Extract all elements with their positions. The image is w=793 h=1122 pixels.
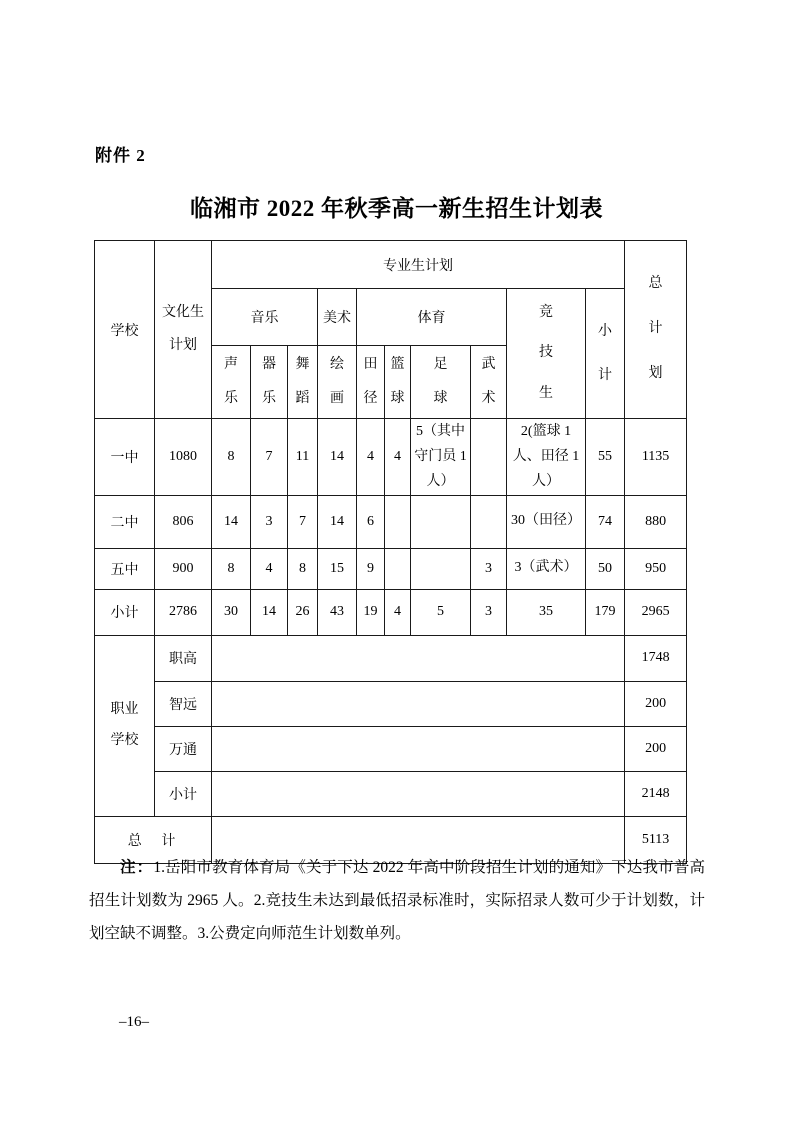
note-text: 1.岳阳市教育体育局《关于下达 2022 年高中阶段招生计划的通知》下达我市普高招生计划数为 2965 人。2.竞技生未达到最低招录标准时，实际招录人数可少于计划数，计划空缺不调整。3.公费定向师范生计划数单列。 bbox=[89, 859, 705, 942]
note-label: 注： bbox=[120, 859, 154, 876]
header-vocal bbox=[212, 346, 251, 419]
table-cell: 1748 bbox=[625, 635, 687, 681]
table-row-zhiyuan bbox=[95, 681, 687, 726]
table-row-subtotal bbox=[95, 589, 687, 635]
empty-cell bbox=[212, 771, 625, 816]
table-cell: 3 bbox=[471, 548, 507, 589]
header-instrumental-label: 器乐 bbox=[261, 356, 276, 406]
table-cell: 19 bbox=[357, 589, 385, 635]
table-row-wuzhong bbox=[95, 548, 687, 589]
table-cell: 7 bbox=[251, 419, 288, 496]
header-art: 美术 bbox=[318, 289, 357, 346]
enrollment-plan-table bbox=[94, 240, 687, 864]
table-cell: 950 bbox=[625, 548, 687, 589]
table-cell: 2965 bbox=[625, 589, 687, 635]
header-athletics bbox=[507, 289, 586, 419]
table-row-vocational-subtotal bbox=[95, 771, 687, 816]
table-cell: 1135 bbox=[625, 419, 687, 496]
header-instrumental bbox=[251, 346, 288, 419]
table-cell bbox=[471, 495, 507, 548]
school-name-cell: 智远 bbox=[155, 681, 212, 726]
header-cultural-line1: 文化生 bbox=[162, 305, 204, 321]
table-cell: 35 bbox=[507, 589, 586, 635]
school-name-cell: 小计 bbox=[95, 589, 155, 635]
table-cell: 2148 bbox=[625, 771, 687, 816]
table-cell: 1080 bbox=[155, 419, 212, 496]
header-row-1 bbox=[95, 241, 687, 289]
header-basketball bbox=[385, 346, 411, 419]
table-cell bbox=[411, 495, 471, 548]
header-subtotal-label: 小计 bbox=[598, 324, 613, 383]
header-painting bbox=[318, 346, 357, 419]
grand-total-value-cell: 5113 bbox=[625, 816, 687, 863]
table-cell: 55 bbox=[586, 419, 625, 496]
page-title: 临湘市 2022 年秋季高一新生招生计划表 bbox=[190, 196, 603, 221]
table-row-yizhong bbox=[95, 419, 687, 496]
table-cell: 179 bbox=[586, 589, 625, 635]
table-cell: 4 bbox=[385, 419, 411, 496]
header-athletics-label: 竞技生 bbox=[538, 304, 553, 401]
table-cell: 11 bbox=[288, 419, 318, 496]
header-basketball-label: 篮球 bbox=[390, 356, 405, 406]
table-cell: 14 bbox=[251, 589, 288, 635]
table-cell: 14 bbox=[318, 495, 357, 548]
table-cell: 5（其中守门员 1 人） bbox=[411, 419, 471, 496]
page-number: –16– bbox=[119, 1014, 149, 1030]
table-cell: 9 bbox=[357, 548, 385, 589]
school-name-cell: 五中 bbox=[95, 548, 155, 589]
attachment-label: 附件 2 bbox=[95, 146, 146, 165]
header-dance bbox=[288, 346, 318, 419]
vocational-school-group-cell bbox=[95, 635, 155, 816]
table-cell: 8 bbox=[212, 419, 251, 496]
table-cell: 5 bbox=[411, 589, 471, 635]
table-cell: 14 bbox=[212, 495, 251, 548]
table-cell: 7 bbox=[288, 495, 318, 548]
header-pe: 体育 bbox=[357, 289, 507, 346]
table-cell bbox=[385, 548, 411, 589]
table-cell: 6 bbox=[357, 495, 385, 548]
school-name-cell: 一中 bbox=[95, 419, 155, 496]
table-cell: 806 bbox=[155, 495, 212, 548]
table-cell: 43 bbox=[318, 589, 357, 635]
header-painting-label: 绘画 bbox=[329, 356, 344, 406]
table-cell: 200 bbox=[625, 681, 687, 726]
school-name-cell: 职高 bbox=[155, 635, 212, 681]
table-row-wantong bbox=[95, 726, 687, 771]
table-cell bbox=[385, 495, 411, 548]
header-wushu bbox=[471, 346, 507, 419]
school-name-cell: 万通 bbox=[155, 726, 212, 771]
table-cell: 15 bbox=[318, 548, 357, 589]
empty-cell bbox=[212, 681, 625, 726]
header-total-plan bbox=[625, 241, 687, 419]
empty-cell bbox=[212, 726, 625, 771]
table-row-zhigao bbox=[95, 635, 687, 681]
table-cell: 880 bbox=[625, 495, 687, 548]
table-cell: 8 bbox=[212, 548, 251, 589]
header-cultural-plan bbox=[155, 241, 212, 419]
header-dance-label: 舞蹈 bbox=[295, 356, 310, 406]
table-cell: 30（田径） bbox=[507, 495, 586, 548]
header-wushu-label: 武术 bbox=[481, 356, 496, 406]
header-professional-plan: 专业生计划 bbox=[212, 241, 625, 289]
header-track-label: 田径 bbox=[363, 356, 378, 406]
table-cell bbox=[471, 419, 507, 496]
header-school bbox=[95, 241, 155, 419]
table-cell: 4 bbox=[251, 548, 288, 589]
school-name-cell: 二中 bbox=[95, 495, 155, 548]
table-cell: 4 bbox=[357, 419, 385, 496]
header-subtotal bbox=[586, 289, 625, 419]
header-football-label: 足球 bbox=[433, 356, 448, 406]
header-football bbox=[411, 346, 471, 419]
header-vocal-label: 声乐 bbox=[223, 356, 238, 406]
table-cell: 50 bbox=[586, 548, 625, 589]
table-cell: 8 bbox=[288, 548, 318, 589]
table-cell bbox=[411, 548, 471, 589]
header-cultural-line2: 计划 bbox=[169, 337, 197, 353]
table-cell: 2786 bbox=[155, 589, 212, 635]
empty-cell bbox=[212, 635, 625, 681]
table-cell: 26 bbox=[288, 589, 318, 635]
table-cell: 2(篮球 1 人、田径 1 人） bbox=[507, 419, 586, 496]
table-cell: 900 bbox=[155, 548, 212, 589]
note-paragraph bbox=[89, 852, 705, 951]
table-cell: 74 bbox=[586, 495, 625, 548]
header-music: 音乐 bbox=[212, 289, 318, 346]
table-cell: 3 bbox=[251, 495, 288, 548]
table-cell: 3（武术） bbox=[507, 548, 586, 589]
table-cell: 30 bbox=[212, 589, 251, 635]
header-total-plan-label: 总计划 bbox=[648, 276, 663, 381]
table-row-erzhong bbox=[95, 495, 687, 548]
vocational-group-line1: 职业 bbox=[110, 702, 139, 718]
table-cell: 4 bbox=[385, 589, 411, 635]
school-name-cell: 小计 bbox=[155, 771, 212, 816]
table-cell: 3 bbox=[471, 589, 507, 635]
header-track bbox=[357, 346, 385, 419]
grand-total-label-cell: 总 计 bbox=[95, 816, 212, 863]
table-cell: 14 bbox=[318, 419, 357, 496]
header-school-label: 学校 bbox=[110, 323, 139, 339]
table-cell: 200 bbox=[625, 726, 687, 771]
vocational-group-line2: 学校 bbox=[110, 732, 139, 748]
